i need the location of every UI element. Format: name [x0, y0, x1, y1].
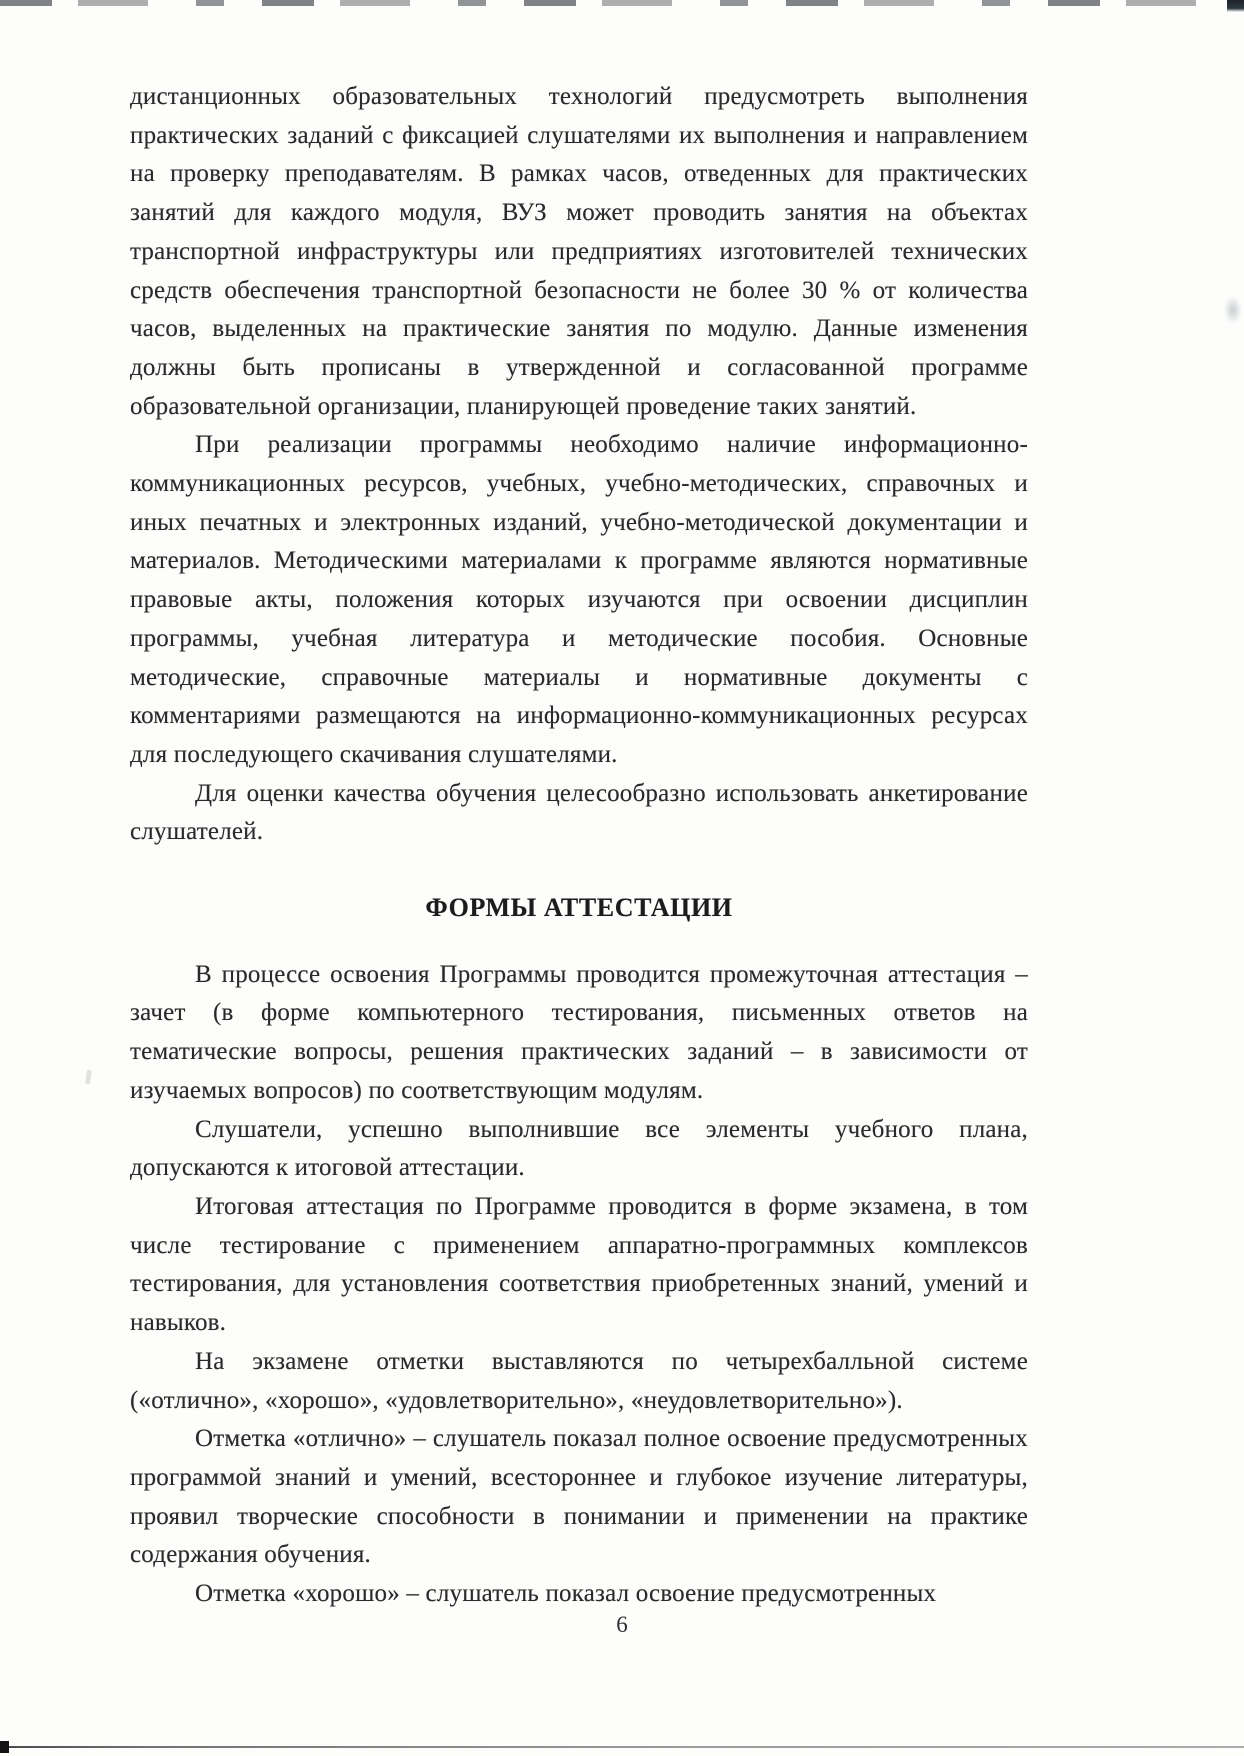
scan-artifact-bottom-left-blob — [0, 1741, 9, 1753]
section-heading: ФОРМЫ АТТЕСТАЦИИ — [425, 893, 733, 923]
scan-artifact-top-edge — [0, 0, 1244, 6]
document-content — [130, 78, 1028, 1614]
paragraph: Слушатели, успешно выполнившие все элементы учебного плана, допускаются к итоговой аттестации. — [130, 1115, 1028, 1182]
paragraph: Итоговая аттестация по Программе проводится в форме экзамена, в том числе тестирование с применением аппаратно-программных комплексов тестирования, для установления соответствия приобретенных знаний, умений и навыков. — [130, 1192, 1028, 1337]
scan-artifact-bottom-line — [0, 1746, 1244, 1748]
paragraph: В процессе освоения Программы проводится промежуточная аттестация – зачет (в форме компьютерного тестирования, письменных ответов на тематические вопросы, решения практических заданий – в зависимости от изучаемых вопросов) по соответствующим модулям. — [130, 960, 1028, 1104]
page-number: 6 — [616, 1612, 628, 1637]
paragraph: При реализации программы необходимо наличие информационно-коммуникационных ресурсов, учебных, учебно-методических, справочных и иных печатных и электронных изданий, учебно-методической документации и материалов. Методическими материалами к программе являются нормативные правовые акты, положения которых изучаются при освоении дисциплин программы, учебная литература и методические пособия. Основные методические, справочные материалы и нормативные документы с комментариями размещаются на информационно-коммуникационных ресурсах для последующего скачивания слушателями. — [130, 431, 1028, 768]
scan-artifact-left-tick — [85, 1070, 92, 1085]
scan-artifact-right-smudge — [1224, 296, 1242, 324]
paragraph: На экзамене отметки выставляются по четырехбалльной системе («отлично», «хорошо», «удовлетворительно», «неудовлетворительно»). — [130, 1347, 1028, 1414]
paragraph: Для оценки качества обучения целесообразно использовать анкетирование слушателей. — [130, 779, 1028, 846]
paragraph: дистанционных образовательных технологий предусмотреть выполнения практических заданий с фиксацией слушателями их выполнения и направлением на проверку преподавателям. В рамках часов, отведенных для практических занятий для каждого модуля, ВУЗ может проводить занятия на объектах транспортной инфраструктуры или предприятиях изготовителей технических средств обеспечения транспортной безопасности не более 30 % от количества часов, выделенных на практические занятия по модулю. Данные изменения должны быть прописаны в утвержденной и согласованной программе образовательной организации, планирующей проведение таких занятий. — [130, 83, 1028, 420]
scan-artifact-top-right-corner — [1227, 0, 1244, 12]
paragraph: Отметка «хорошо» – слушатель показал освоение предусмотренных — [195, 1580, 937, 1608]
paragraph: Отметка «отлично» – слушатель показал полное освоение предусмотренных программой знаний и умений, всестороннее и глубокое изучение литературы, проявил творческие способности в понимании и применении на практике содержания обучения. — [130, 1425, 1028, 1569]
